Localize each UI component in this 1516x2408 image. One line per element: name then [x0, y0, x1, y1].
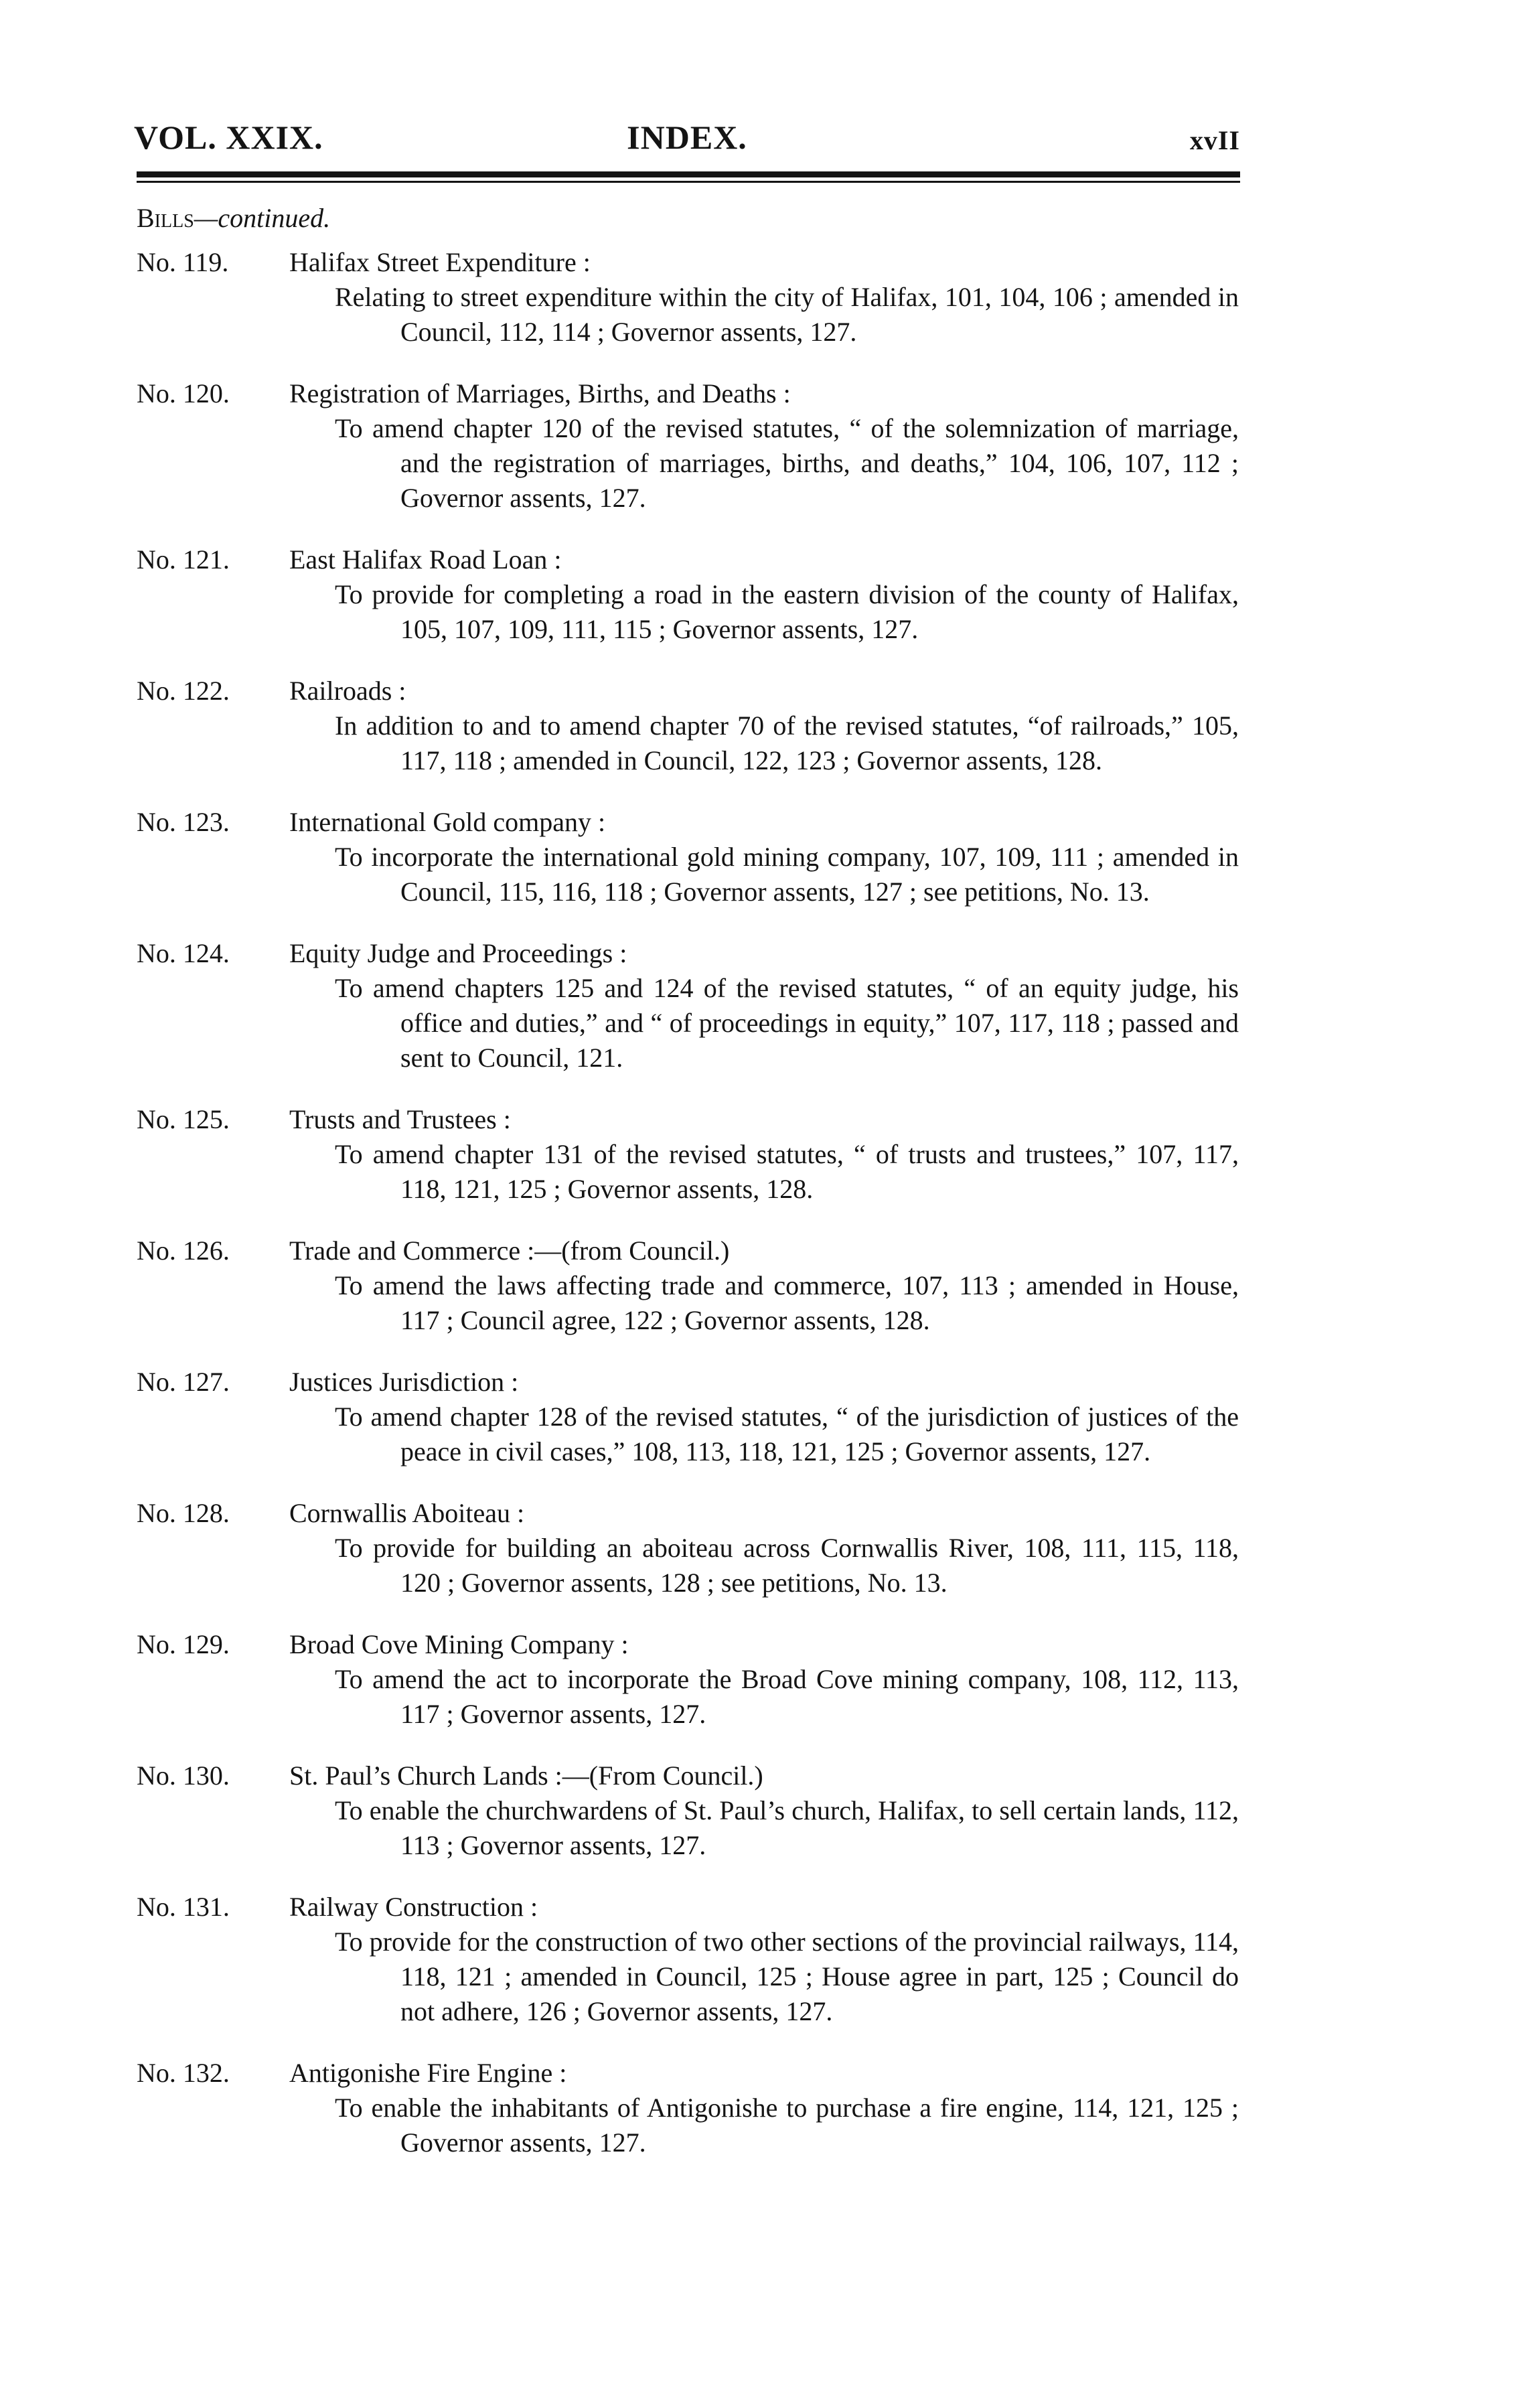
bill-description: To provide for the construction of two other sections of the provincial railways, 114, 118, 121 ; amended in Council, 125 ; House agree in part, 125 ; Council do not adhere, 126 ; Governor assents, 127.	[335, 1927, 1239, 2026]
bill-description: To provide for building an aboiteau across Cornwallis River, 108, 111, 115, 118, 120 ; Governor assents, 128 ; see petitions, No. 13.	[335, 1533, 1239, 1598]
bill-description: To amend the laws affecting trade and commerce, 107, 113 ; amended in House, 117 ; Council agree, 122 ; Governor assents, 128.	[335, 1270, 1239, 1335]
header-rule-thick	[137, 171, 1240, 177]
bill-description: Relating to street expenditure within the city of Halifax, 101, 104, 106 ; amended in Council, 112, 114 ; Governor assents, 127.	[335, 282, 1239, 347]
bill-entry	[0, 376, 1516, 516]
bill-title: Trusts and Trustees :	[289, 1104, 511, 1134]
volume-label: VOL. XXIX.	[134, 119, 323, 156]
bill-entry	[0, 936, 1516, 1075]
bill-title: Registration of Marriages, Births, and Deaths :	[289, 378, 791, 408]
bill-entry	[0, 2056, 1516, 2160]
bill-description: To amend chapter 131 of the revised statutes, “ of trusts and trustees,” 107, 117, 118, 121, 125 ; Governor assents, 128.	[335, 1139, 1239, 1204]
bill-description: To incorporate the international gold mining company, 107, 109, 111 ; amended in Council, 115, 116, 118 ; Governor assents, 127 ; see petitions, No. 13.	[335, 842, 1239, 907]
bill-number: No. 127.	[137, 1367, 230, 1397]
bill-entry	[0, 542, 1516, 647]
bill-title: Railroads :	[289, 676, 406, 706]
bill-description: To amend chapters 125 and 124 of the revised statutes, “ of an equity judge, his office and duties,” and “ of proceedings in equity,” 107, 117, 118 ; passed and sent to Council, 121.	[335, 973, 1239, 1073]
bill-description: To amend chapter 120 of the revised statutes, “ of the solemnization of marriage, and the registration of marriages, births, and deaths,” 104, 106, 107, 112 ; Governor assents, 127.	[335, 413, 1239, 513]
running-header	[134, 118, 1240, 171]
section-continued: —continued.	[194, 203, 331, 233]
page-title: INDEX.	[627, 119, 747, 156]
bill-description: In addition to and to amend chapter 70 of the revised statutes, “of railroads,” 105, 117, 118 ; amended in Council, 122, 123 ; Governor assents, 128.	[335, 710, 1239, 775]
bill-number: No. 122.	[137, 676, 230, 706]
bill-description: To enable the churchwardens of St. Paul’s church, Halifax, to sell certain lands, 112, 113 ; Governor assents, 127.	[335, 1795, 1239, 1860]
bill-number: No. 129.	[137, 1629, 230, 1659]
bill-entry	[0, 674, 1516, 778]
bill-number: No. 119.	[137, 247, 229, 277]
bill-entry	[0, 1102, 1516, 1207]
bill-title: Antigonishe Fire Engine :	[289, 2058, 567, 2088]
bill-number: No. 125.	[137, 1104, 230, 1134]
bill-title: St. Paul’s Church Lands :—(From Council.)	[289, 1760, 763, 1791]
bill-title: Trade and Commerce :—(from Council.)	[289, 1235, 730, 1266]
section-heading	[137, 202, 330, 234]
bill-number: No. 124.	[137, 938, 230, 968]
bill-entry	[0, 1758, 1516, 1863]
bill-entry	[0, 245, 1516, 350]
bill-title: International Gold company :	[289, 807, 606, 837]
bill-number: No. 123.	[137, 807, 230, 837]
bill-number: No. 120.	[137, 378, 230, 408]
bill-title: Equity Judge and Proceedings :	[289, 938, 627, 968]
bill-entry	[0, 805, 1516, 909]
bill-number: No. 121.	[137, 544, 230, 575]
bill-title: Halifax Street Expenditure :	[289, 247, 591, 277]
bill-title: Justices Jurisdiction :	[289, 1367, 519, 1397]
bill-entry	[0, 1365, 1516, 1469]
bill-title: Cornwallis Aboiteau :	[289, 1498, 525, 1528]
bill-entry	[0, 1496, 1516, 1600]
section-heading-label: Bills	[137, 203, 194, 233]
bill-entries	[0, 245, 1516, 2187]
page-number: xvII	[1189, 125, 1240, 155]
bill-description: To provide for completing a road in the eastern division of the county of Halifax, 105, 107, 109, 111, 115 ; Governor assents, 127.	[335, 579, 1239, 644]
bill-number: No. 130.	[137, 1760, 230, 1791]
bill-entry	[0, 1890, 1516, 2029]
bill-entry	[0, 1627, 1516, 1732]
bill-number: No. 131.	[137, 1892, 230, 1922]
bill-title: East Halifax Road Loan :	[289, 544, 562, 575]
bill-title: Broad Cove Mining Company :	[289, 1629, 629, 1659]
bill-number: No. 128.	[137, 1498, 230, 1528]
bill-number: No. 132.	[137, 2058, 230, 2088]
bill-description: To amend the act to incorporate the Broad Cove mining company, 108, 112, 113, 117 ; Governor assents, 127.	[335, 1664, 1239, 1729]
bill-description: To enable the inhabitants of Antigonishe to purchase a fire engine, 114, 121, 125 ; Governor assents, 127.	[335, 2093, 1239, 2158]
bill-description: To amend chapter 128 of the revised statutes, “ of the jurisdiction of justices of the peace in civil cases,” 108, 113, 118, 121, 125 ; Governor assents, 127.	[335, 1402, 1239, 1466]
bill-entry	[0, 1233, 1516, 1338]
bill-title: Railway Construction :	[289, 1892, 538, 1922]
bill-number: No. 126.	[137, 1235, 230, 1266]
header-rule-thin	[137, 181, 1240, 183]
